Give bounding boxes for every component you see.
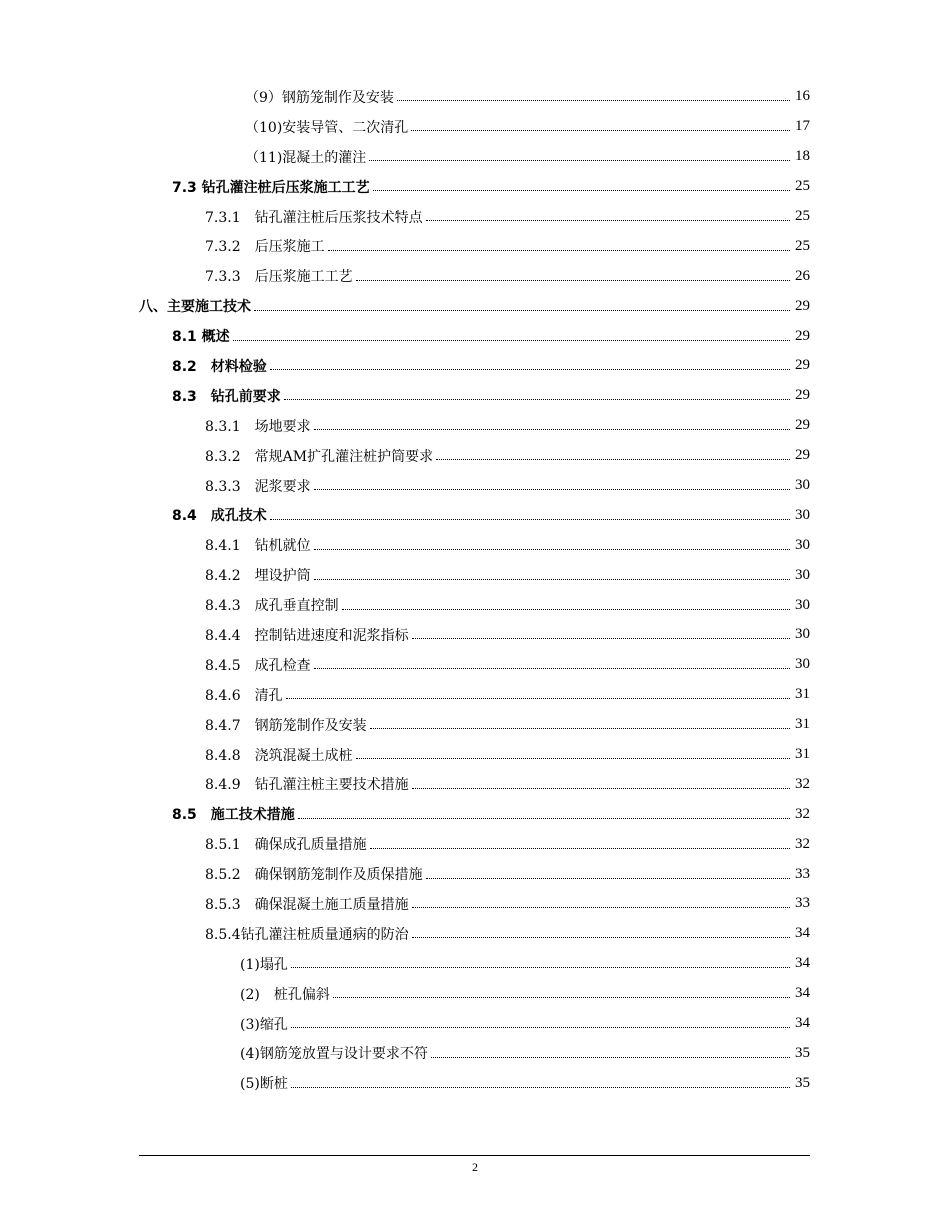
toc-entry-title: (5)断桩 (240, 1073, 289, 1093)
toc-entry[interactable] (205, 859, 810, 889)
toc-entry[interactable] (240, 979, 810, 1009)
toc-entry-page: 16 (795, 88, 810, 105)
toc-dot-leader (291, 1027, 790, 1028)
toc-entry-page: 35 (795, 1044, 810, 1061)
toc-entry[interactable] (172, 351, 810, 381)
toc-entry-title: 8.5.2 确保钢筋笼制作及质保措施 (205, 864, 424, 884)
toc-entry[interactable] (172, 799, 810, 829)
toc-entry-page: 29 (795, 297, 810, 314)
toc-entry-title: 8.5.1 确保成孔质量措施 (205, 834, 368, 854)
toc-entry-title: 8.4.3 成孔垂直控制 (205, 595, 340, 615)
toc-entry-title: 8.4.7 钢筋笼制作及安装 (205, 715, 368, 735)
toc-entry-page: 34 (795, 1015, 810, 1032)
toc-dot-leader (284, 399, 790, 400)
toc-dot-leader (314, 429, 790, 430)
toc-dot-leader (370, 848, 790, 849)
toc-dot-leader (270, 369, 790, 370)
toc-dot-leader (291, 1087, 790, 1088)
toc-entry[interactable] (205, 620, 810, 650)
toc-entry-page: 31 (795, 746, 810, 763)
toc-entry-title: 8.4.1 钻机就位 (205, 535, 312, 555)
toc-entry-title: 8.4.9 钻孔灌注桩主要技术措施 (205, 774, 410, 794)
toc-entry[interactable] (245, 82, 810, 112)
toc-entry-title: 八、主要施工技术 (139, 296, 252, 316)
toc-dot-leader (342, 609, 790, 610)
toc-entry[interactable] (205, 769, 810, 799)
toc-entry[interactable] (205, 471, 810, 501)
toc-entry-title: 7.3.3 后压浆施工工艺 (205, 266, 354, 286)
toc-dot-leader (291, 967, 790, 968)
toc-entry[interactable] (240, 949, 810, 979)
toc-dot-leader (270, 519, 790, 520)
toc-entry-page: 31 (795, 716, 810, 733)
toc-entry-title: 8.4.4 控制钻进速度和泥浆指标 (205, 625, 410, 645)
toc-entry[interactable] (205, 889, 810, 919)
toc-dot-leader (254, 310, 790, 311)
toc-dot-leader (298, 818, 790, 819)
toc-dot-leader (412, 638, 790, 639)
toc-entry[interactable] (240, 1068, 810, 1098)
toc-entry-title: 7.3.1 钻孔灌注桩后压浆技术特点 (205, 207, 424, 227)
toc-entry-title: (4)钢筋笼放置与设计要求不符 (240, 1043, 429, 1063)
toc-entry-page: 17 (795, 118, 810, 135)
toc-dot-leader (328, 250, 790, 251)
toc-entry[interactable] (205, 411, 810, 441)
toc-entry-title: 8.1 概述 (172, 326, 231, 346)
toc-entry-page: 29 (795, 327, 810, 344)
toc-entry-title: 8.3 钻孔前要求 (172, 386, 282, 406)
toc-entry-page: 29 (795, 387, 810, 404)
toc-entry[interactable] (205, 650, 810, 680)
toc-entry[interactable] (172, 381, 810, 411)
toc-entry-page: 34 (795, 955, 810, 972)
toc-entry-title: 8.5.4钻孔灌注桩质量通病的防治 (205, 924, 410, 944)
toc-dot-leader (314, 489, 790, 490)
toc-dot-leader (233, 340, 790, 341)
toc-entry[interactable] (205, 261, 810, 291)
toc-dot-leader (426, 878, 790, 879)
toc-entry-title: 8.4.6 清孔 (205, 685, 284, 705)
toc-entry[interactable] (172, 172, 810, 202)
table-of-contents (0, 82, 950, 1098)
toc-entry-title: 7.3 钻孔灌注桩后压浆施工工艺 (172, 177, 371, 197)
toc-entry[interactable] (205, 441, 810, 471)
toc-entry-page: 29 (795, 417, 810, 434)
toc-entry[interactable] (205, 202, 810, 232)
toc-entry[interactable] (172, 500, 810, 530)
toc-entry-title: (2) 桩孔偏斜 (240, 984, 331, 1004)
toc-entry-page: 30 (795, 596, 810, 613)
toc-entry[interactable] (205, 560, 810, 590)
toc-entry[interactable] (205, 680, 810, 710)
toc-entry-page: 32 (795, 805, 810, 822)
toc-dot-leader (436, 459, 790, 460)
toc-dot-leader (431, 1057, 790, 1058)
toc-dot-leader (314, 549, 790, 550)
toc-entry[interactable] (205, 231, 810, 261)
toc-entry[interactable] (240, 1009, 810, 1039)
toc-dot-leader (370, 728, 790, 729)
toc-entry-page: 30 (795, 477, 810, 494)
toc-entry-page: 18 (795, 148, 810, 165)
toc-dot-leader (412, 788, 790, 789)
toc-entry[interactable] (205, 530, 810, 560)
toc-entry-page: 33 (795, 895, 810, 912)
toc-dot-leader (333, 997, 790, 998)
toc-dot-leader (411, 130, 790, 131)
toc-entry[interactable] (205, 829, 810, 859)
toc-entry[interactable] (205, 740, 810, 770)
toc-entry-page: 25 (795, 237, 810, 254)
toc-dot-leader (426, 220, 790, 221)
toc-entry[interactable] (205, 590, 810, 620)
toc-entry-page: 30 (795, 536, 810, 553)
toc-entry-page: 31 (795, 686, 810, 703)
toc-entry-title: (3)缩孔 (240, 1014, 289, 1034)
toc-entry-page: 25 (795, 208, 810, 224)
toc-dot-leader (373, 190, 790, 191)
toc-entry-title: 8.3.1 场地要求 (205, 416, 312, 436)
toc-dot-leader (369, 160, 790, 161)
toc-dot-leader (286, 698, 790, 699)
toc-entry-page: 34 (795, 985, 810, 1002)
toc-entry-title: 8.4.5 成孔检查 (205, 655, 312, 675)
toc-entry-title: 8.4 成孔技术 (172, 505, 268, 525)
toc-entry-title: 8.5.3 确保混凝土施工质量措施 (205, 894, 410, 914)
toc-entry-page: 35 (795, 1074, 810, 1091)
toc-entry[interactable] (245, 142, 810, 172)
toc-entry[interactable] (205, 919, 810, 949)
toc-entry-page: 34 (795, 925, 810, 942)
footer-divider (139, 1155, 810, 1156)
toc-entry[interactable] (172, 321, 810, 351)
toc-entry-title: 8.2 材料检验 (172, 356, 268, 376)
toc-dot-leader (356, 758, 790, 759)
toc-entry-page: 30 (795, 626, 810, 643)
toc-entry[interactable] (139, 291, 810, 321)
toc-entry-page: 29 (795, 447, 810, 464)
toc-dot-leader (412, 907, 790, 908)
toc-entry-title: 8.4.8 浇筑混凝土成桩 (205, 745, 354, 765)
toc-entry[interactable] (245, 112, 810, 142)
toc-dot-leader (314, 668, 790, 669)
toc-entry[interactable] (240, 1039, 810, 1069)
page-number: 2 (472, 1160, 478, 1174)
toc-entry-page: 30 (795, 506, 810, 523)
toc-dot-leader (397, 100, 790, 101)
toc-entry-page: 33 (795, 865, 810, 882)
toc-entry-page: 25 (795, 178, 810, 195)
toc-entry-page: 26 (795, 267, 810, 284)
toc-dot-leader (314, 579, 790, 580)
toc-entry-page: 30 (795, 656, 810, 673)
toc-entry-title: (1)塌孔 (240, 954, 289, 974)
toc-entry-title: 8.4.2 埋设护筒 (205, 565, 312, 585)
toc-entry-page: 32 (795, 775, 810, 792)
toc-entry[interactable] (205, 710, 810, 740)
toc-entry-title: （11)混凝土的灌注 (245, 147, 367, 167)
toc-dot-leader (356, 280, 790, 281)
toc-entry-title: （9）钢筋笼制作及安装 (245, 87, 395, 107)
toc-entry-title: 7.3.2 后压浆施工 (205, 236, 326, 256)
toc-entry-title: 8.3.2 常规AM扩孔灌注桩护筒要求 (205, 446, 434, 466)
toc-entry-title: 8.3.3 泥浆要求 (205, 476, 312, 496)
toc-entry-title: （10)安装导管、二次清孔 (245, 117, 409, 137)
toc-entry-title: 8.5 施工技术措施 (172, 804, 296, 824)
toc-dot-leader (412, 937, 790, 938)
toc-entry-page: 32 (795, 835, 810, 852)
toc-entry-page: 29 (795, 357, 810, 374)
toc-entry-page: 30 (795, 566, 810, 583)
